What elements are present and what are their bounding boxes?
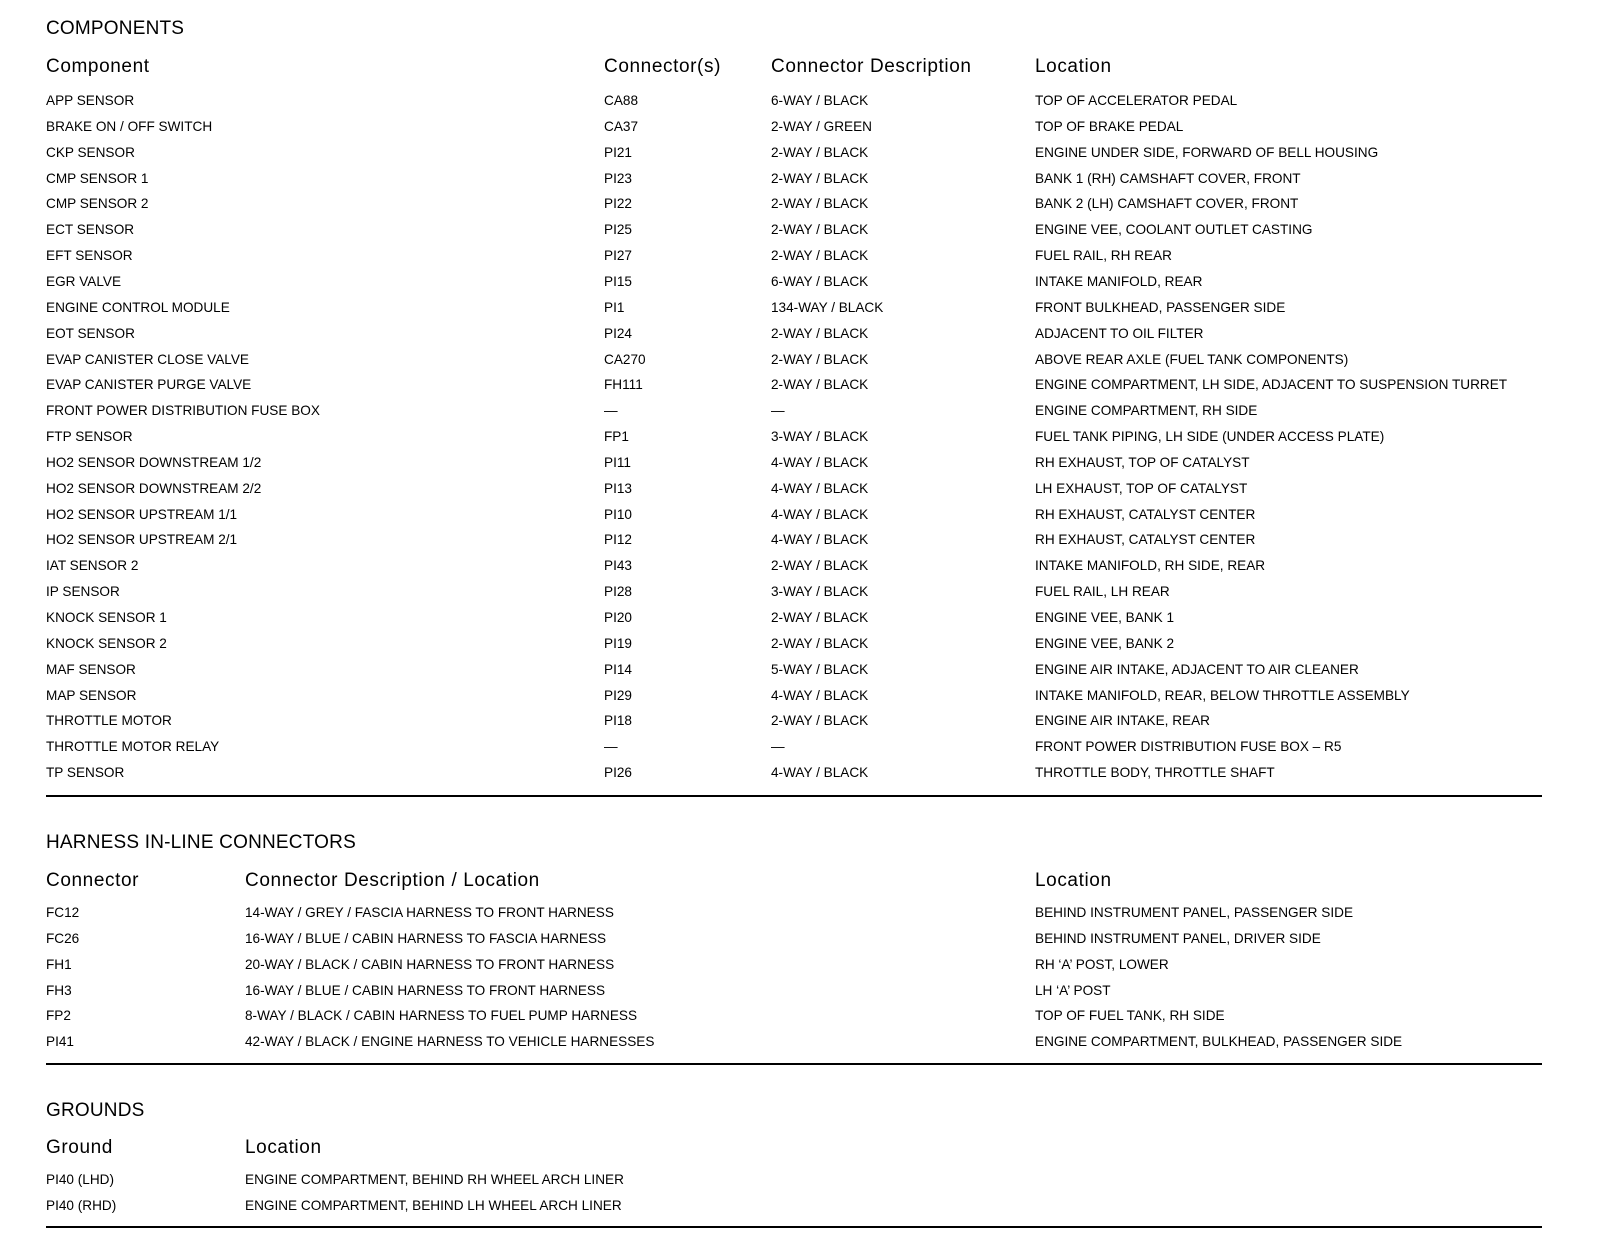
components-cell-description: 2-WAY / BLACK <box>771 713 869 729</box>
components-cell-location: FUEL TANK PIPING, LH SIDE (UNDER ACCESS PLATE) <box>1035 429 1385 445</box>
components-row <box>0 140 1600 166</box>
components-cell-component: CKP SENSOR <box>46 144 135 160</box>
components-row <box>0 217 1600 243</box>
components-cell-connector: PI1 <box>604 299 625 315</box>
components-cell-connector: PI26 <box>604 765 632 781</box>
harness-header-description: Connector Description / Location <box>245 870 540 891</box>
harness-cell-description: 16-WAY / BLUE / CABIN HARNESS TO FASCIA HARNESS <box>245 930 607 946</box>
components-cell-description: 2-WAY / BLACK <box>771 351 869 367</box>
components-cell-connector: PI23 <box>604 170 632 186</box>
components-cell-location: ENGINE UNDER SIDE, FORWARD OF BELL HOUSING <box>1035 144 1379 160</box>
components-cell-description: 4-WAY / BLACK <box>771 506 869 522</box>
components-cell-location: ENGINE AIR INTAKE, REAR <box>1035 713 1210 729</box>
harness-cell-description: 20-WAY / BLACK / CABIN HARNESS TO FRONT HARNESS <box>245 956 615 972</box>
components-cell-location: THROTTLE BODY, THROTTLE SHAFT <box>1035 765 1275 781</box>
components-cell-component: EOT SENSOR <box>46 325 135 341</box>
components-cell-component: CMP SENSOR 2 <box>46 196 149 212</box>
components-cell-description: — <box>771 403 785 419</box>
components-row <box>0 605 1600 631</box>
components-cell-component: EFT SENSOR <box>46 248 133 264</box>
components-cell-component: HO2 SENSOR UPSTREAM 2/1 <box>46 532 238 548</box>
components-cell-component: MAP SENSOR <box>46 687 137 703</box>
harness-cell-location: ENGINE COMPARTMENT, BULKHEAD, PASSENGER SIDE <box>1035 1034 1403 1050</box>
components-cell-component: HO2 SENSOR DOWNSTREAM 2/2 <box>46 480 262 496</box>
components-cell-component: EVAP CANISTER CLOSE VALVE <box>46 351 249 367</box>
harness-cell-connector: FH3 <box>46 982 72 998</box>
components-cell-connector: CA270 <box>604 351 646 367</box>
components-cell-description: 2-WAY / BLACK <box>771 248 869 264</box>
components-cell-location: TOP OF ACCELERATOR PEDAL <box>1035 93 1238 108</box>
harness-title: HARNESS IN-LINE CONNECTORS <box>46 832 356 853</box>
components-cell-connector: FH111 <box>604 377 643 393</box>
components-cell-description: 134-WAY / BLACK <box>771 299 884 315</box>
components-row <box>0 631 1600 657</box>
components-cell-connector: PI13 <box>604 480 632 496</box>
harness-cell-description: 16-WAY / BLUE / CABIN HARNESS TO FRONT HARNESS <box>245 982 606 998</box>
components-row <box>0 734 1600 760</box>
grounds-cell-location: ENGINE COMPARTMENT, BEHIND LH WHEEL ARCH LINER <box>245 1197 622 1213</box>
components-row <box>0 269 1600 295</box>
components-row <box>0 398 1600 424</box>
components-cell-location: ENGINE VEE, BANK 2 <box>1035 635 1175 651</box>
harness-cell-location: BEHIND INSTRUMENT PANEL, DRIVER SIDE <box>1035 930 1321 946</box>
harness-cell-description: 42-WAY / BLACK / ENGINE HARNESS TO VEHICLE HARNESSES <box>245 1034 655 1050</box>
components-cell-location: FUEL RAIL, RH REAR <box>1035 248 1172 264</box>
components-row <box>0 502 1600 528</box>
harness-cell-location: BEHIND INSTRUMENT PANEL, PASSENGER SIDE <box>1035 905 1354 920</box>
harness-cell-connector: FH1 <box>46 956 72 972</box>
components-cell-location: ADJACENT TO OIL FILTER <box>1035 325 1204 341</box>
components-cell-description: 2-WAY / BLACK <box>771 196 869 212</box>
components-row <box>0 450 1600 476</box>
components-row <box>0 166 1600 192</box>
components-cell-description: 2-WAY / BLACK <box>771 635 869 651</box>
harness-cell-description: 14-WAY / GREY / FASCIA HARNESS TO FRONT HARNESS <box>245 905 614 920</box>
components-cell-connector: PI15 <box>604 273 632 289</box>
components-cell-connector: PI29 <box>604 687 632 703</box>
components-cell-description: 2-WAY / BLACK <box>771 144 869 160</box>
components-cell-component: HO2 SENSOR UPSTREAM 1/1 <box>46 506 238 522</box>
components-cell-component: CMP SENSOR 1 <box>46 170 149 186</box>
components-row <box>0 321 1600 347</box>
harness-cell-location: LH ‘A’ POST <box>1035 982 1111 998</box>
components-cell-connector: PI25 <box>604 222 632 238</box>
components-cell-location: ENGINE AIR INTAKE, ADJACENT TO AIR CLEANER <box>1035 661 1359 677</box>
components-row <box>0 708 1600 734</box>
components-divider <box>46 795 1542 797</box>
grounds-row <box>0 1167 1600 1193</box>
grounds-divider <box>46 1226 1542 1228</box>
components-cell-description: — <box>771 739 785 755</box>
components-row <box>0 114 1600 140</box>
harness-row <box>0 926 1600 952</box>
components-cell-location: RH EXHAUST, CATALYST CENTER <box>1035 506 1256 522</box>
components-row <box>0 243 1600 269</box>
harness-cell-connector: PI41 <box>46 1034 74 1050</box>
components-cell-description: 2-WAY / BLACK <box>771 170 869 186</box>
harness-row <box>0 952 1600 978</box>
components-cell-connector: — <box>604 739 618 755</box>
components-cell-connector: PI22 <box>604 196 632 212</box>
components-cell-location: BANK 1 (RH) CAMSHAFT COVER, FRONT <box>1035 170 1301 186</box>
components-cell-connector: PI12 <box>604 532 632 548</box>
components-cell-component: FTP SENSOR <box>46 429 133 445</box>
components-cell-component: IAT SENSOR 2 <box>46 558 139 574</box>
components-cell-connector: PI11 <box>604 454 631 470</box>
components-header-location: Location <box>1035 56 1112 77</box>
components-cell-description: 4-WAY / BLACK <box>771 532 869 548</box>
harness-cell-description: 8-WAY / BLACK / CABIN HARNESS TO FUEL PUMP HARNESS <box>245 1008 638 1024</box>
harness-row <box>0 978 1600 1004</box>
components-cell-connector: PI24 <box>604 325 632 341</box>
components-cell-location: ENGINE COMPARTMENT, LH SIDE, ADJACENT TO SUSPENSION TURRET <box>1035 377 1508 393</box>
components-cell-location: ENGINE COMPARTMENT, RH SIDE <box>1035 403 1258 419</box>
components-cell-location: TOP OF BRAKE PEDAL <box>1035 118 1184 134</box>
components-cell-location: INTAKE MANIFOLD, RH SIDE, REAR <box>1035 558 1266 574</box>
components-cell-location: LH EXHAUST, TOP OF CATALYST <box>1035 480 1248 496</box>
harness-cell-location: RH ‘A’ POST, LOWER <box>1035 956 1169 972</box>
components-cell-component: MAF SENSOR <box>46 661 136 677</box>
components-cell-component: KNOCK SENSOR 1 <box>46 610 167 625</box>
components-cell-description: 6-WAY / BLACK <box>771 93 869 108</box>
components-cell-connector: PI43 <box>604 558 632 574</box>
components-cell-connector: PI20 <box>604 610 632 625</box>
components-row <box>0 372 1600 398</box>
components-cell-description: 4-WAY / BLACK <box>771 687 869 703</box>
components-cell-connector: PI27 <box>604 248 632 264</box>
components-cell-location: ENGINE VEE, BANK 1 <box>1035 610 1175 625</box>
components-cell-location: BANK 2 (LH) CAMSHAFT COVER, FRONT <box>1035 196 1299 212</box>
components-cell-connector: FP1 <box>604 429 629 445</box>
harness-header-connector: Connector <box>46 870 140 891</box>
components-cell-description: 4-WAY / BLACK <box>771 765 869 781</box>
components-header-component: Component <box>46 56 150 77</box>
harness-row <box>0 1029 1600 1055</box>
grounds-cell-ground: PI40 (RHD) <box>46 1197 117 1213</box>
components-cell-description: 5-WAY / BLACK <box>771 661 869 677</box>
grounds-cell-location: ENGINE COMPARTMENT, BEHIND RH WHEEL ARCH LINER <box>245 1172 624 1187</box>
components-row <box>0 760 1600 786</box>
grounds-title: GROUNDS <box>46 1100 145 1121</box>
components-cell-location: RH EXHAUST, CATALYST CENTER <box>1035 532 1256 548</box>
grounds-cell-ground: PI40 (LHD) <box>46 1172 114 1187</box>
components-cell-component: FRONT POWER DISTRIBUTION FUSE BOX <box>46 403 320 419</box>
components-cell-description: 2-WAY / BLACK <box>771 558 869 574</box>
components-row <box>0 295 1600 321</box>
components-cell-connector: PI28 <box>604 584 632 600</box>
components-cell-connector: CA37 <box>604 118 639 134</box>
components-header-connectors: Connector(s) <box>604 56 722 77</box>
components-cell-component: EGR VALVE <box>46 273 122 289</box>
components-cell-location: FUEL RAIL, LH REAR <box>1035 584 1170 600</box>
harness-cell-connector: FC26 <box>46 930 80 946</box>
grounds-header-ground: Ground <box>46 1137 113 1158</box>
components-cell-component: IP SENSOR <box>46 584 120 600</box>
components-cell-description: 3-WAY / BLACK <box>771 584 869 600</box>
harness-row <box>0 900 1600 926</box>
components-cell-component: KNOCK SENSOR 2 <box>46 635 167 651</box>
components-cell-description: 2-WAY / BLACK <box>771 377 869 393</box>
components-cell-connector: — <box>604 403 618 419</box>
components-cell-component: EVAP CANISTER PURGE VALVE <box>46 377 252 393</box>
components-row <box>0 347 1600 373</box>
harness-row <box>0 1003 1600 1029</box>
components-cell-connector: PI14 <box>604 661 632 677</box>
components-cell-description: 2-WAY / BLACK <box>771 610 869 625</box>
components-cell-component: TP SENSOR <box>46 765 125 781</box>
components-row <box>0 579 1600 605</box>
components-cell-component: HO2 SENSOR DOWNSTREAM 1/2 <box>46 454 262 470</box>
components-cell-component: ECT SENSOR <box>46 222 135 238</box>
components-cell-connector: PI10 <box>604 506 632 522</box>
components-row <box>0 424 1600 450</box>
harness-cell-connector: FC12 <box>46 905 80 920</box>
components-cell-description: 3-WAY / BLACK <box>771 429 869 445</box>
components-row <box>0 191 1600 217</box>
components-row <box>0 657 1600 683</box>
components-cell-location: FRONT POWER DISTRIBUTION FUSE BOX – R5 <box>1035 739 1342 755</box>
components-cell-connector: PI21 <box>604 144 632 160</box>
components-cell-location: FRONT BULKHEAD, PASSENGER SIDE <box>1035 299 1286 315</box>
components-cell-description: 2-WAY / GREEN <box>771 118 872 134</box>
components-cell-location: ENGINE VEE, COOLANT OUTLET CASTING <box>1035 222 1313 238</box>
grounds-header-location: Location <box>245 1137 322 1158</box>
components-cell-location: ABOVE REAR AXLE (FUEL TANK COMPONENTS) <box>1035 351 1349 367</box>
components-row <box>0 553 1600 579</box>
components-cell-connector: PI18 <box>604 713 632 729</box>
components-cell-location: INTAKE MANIFOLD, REAR, BELOW THROTTLE ASSEMBLY <box>1035 687 1410 703</box>
components-title: COMPONENTS <box>46 18 185 39</box>
components-cell-description: 2-WAY / BLACK <box>771 222 869 238</box>
components-cell-location: INTAKE MANIFOLD, REAR <box>1035 273 1203 289</box>
components-cell-description: 4-WAY / BLACK <box>771 454 869 470</box>
components-cell-location: RH EXHAUST, TOP OF CATALYST <box>1035 454 1250 470</box>
harness-cell-connector: FP2 <box>46 1008 71 1024</box>
components-cell-description: 2-WAY / BLACK <box>771 325 869 341</box>
components-cell-description: 4-WAY / BLACK <box>771 480 869 496</box>
components-cell-component: THROTTLE MOTOR <box>46 713 172 729</box>
components-cell-component: APP SENSOR <box>46 93 135 108</box>
components-header-description: Connector Description <box>771 56 972 77</box>
harness-header-location: Location <box>1035 870 1112 891</box>
components-cell-description: 6-WAY / BLACK <box>771 273 869 289</box>
components-row <box>0 476 1600 502</box>
components-cell-component: THROTTLE MOTOR RELAY <box>46 739 220 755</box>
components-cell-connector: CA88 <box>604 93 639 108</box>
components-row <box>0 88 1600 114</box>
components-row <box>0 683 1600 709</box>
components-cell-component: ENGINE CONTROL MODULE <box>46 299 230 315</box>
components-cell-component: BRAKE ON / OFF SWITCH <box>46 118 213 134</box>
components-cell-connector: PI19 <box>604 635 632 651</box>
grounds-row <box>0 1193 1600 1219</box>
harness-divider <box>46 1063 1542 1065</box>
components-row <box>0 527 1600 553</box>
harness-cell-location: TOP OF FUEL TANK, RH SIDE <box>1035 1008 1225 1024</box>
